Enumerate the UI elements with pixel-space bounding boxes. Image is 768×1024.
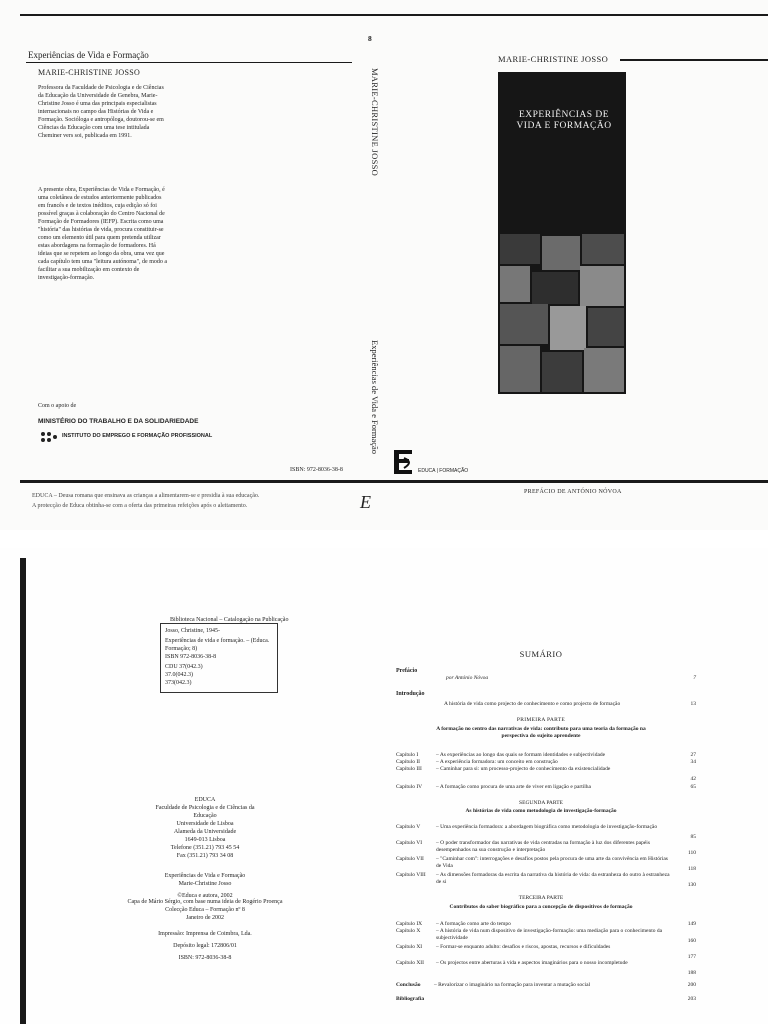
publisher-label: EDUCA | FORMAÇÃO	[418, 468, 469, 474]
cip-line: 37.0(042.3)	[165, 672, 193, 678]
spine-shadow	[20, 558, 26, 1024]
toc-entry-text: – A formação como procura de uma arte de viver em ligação e partilha	[436, 784, 592, 790]
toc-chapter-label: Capítulo X	[396, 928, 421, 934]
toc-entry-text: – As dimensões formadoras da escrita da narrativa da história de vida: da estranheza do outro à estranheza de si	[436, 872, 670, 885]
author-bio: Professora da Faculdade de Psicologia e de Ciências da Educação da Universidade de Genebra, Marie-Christine Josso é uma das principais especialistas internacionais no campo das Histórias de Vida e Formação. Socióloga e antropóloga, doutorou-se em Ciências da Educação com uma tese intitulada Cheminer vers soi, publicada em 1991.	[38, 85, 164, 139]
toc-entry-text: – Os projectos entre aberturas à vida e aspectos imaginários para o nosso incompletude	[436, 960, 628, 966]
toc-page-number: 65	[690, 784, 696, 790]
educa-monogram: E	[360, 492, 371, 512]
toc-page-number: 34	[690, 759, 696, 765]
toc-chapter-label: Capítulo II	[396, 759, 420, 765]
toc-row	[396, 766, 696, 782]
toc-entry-text: por António Nóvoa	[446, 675, 489, 681]
toc-entry-text: – Formar-se enquanto adulto: desafios e riscos, apostas, recursos e dificuldades	[436, 944, 611, 950]
toc-entry-text: – A formação como arte do tempo	[436, 921, 511, 927]
support-label: Com o apoio de	[38, 403, 77, 409]
toc-page-number: 149	[687, 921, 696, 927]
imprint-line: Janeiro de 2002	[186, 915, 224, 921]
toc-page-number: 160	[687, 938, 696, 944]
imprint-line: Telefone (351.21) 793 45 54	[170, 845, 240, 851]
isbn-back: ISBN: 972-8036-38-8	[290, 467, 343, 473]
toc-chapter-label: Capítulo IV	[396, 784, 423, 790]
toc-page-number: 13	[690, 701, 696, 707]
toc-row	[396, 872, 696, 888]
cover-photo-mosaic	[498, 232, 626, 394]
ministry-name: MINISTÉRIO DO TRABALHO E DA SOLIDARIEDADE	[38, 418, 199, 425]
inside-spread	[0, 548, 768, 1024]
toc-entry-text: – A experiência formadora: um conceito em construção	[436, 759, 558, 765]
toc-page-number: 188	[687, 970, 696, 976]
toc-entry-text: A história de vida como projecto de conhecimento e como projecto de formação	[444, 701, 621, 707]
toc-part-title: A formação no centro das narrativas de vida: contributo para uma teoria da formação na perspectiva do sujeito aprendente	[436, 726, 646, 739]
toc-chapter-label: Capítulo VII	[396, 856, 424, 862]
front-author: MARIE-CHRISTINE JOSSO	[498, 54, 609, 64]
preface-credit: PREFÁCIO DE ANTÓNIO NÓVOA	[524, 489, 622, 495]
institute-name: INSTITUTO DO EMPREGO E FORMAÇÃO PROFISSIONAL	[62, 433, 213, 439]
toc-chapter-label: Bibliografia	[396, 996, 425, 1002]
imprint-line: Depósito legal: 172806/01	[173, 943, 237, 949]
back-author-heading: MARIE-CHRISTINE JOSSO	[38, 68, 141, 77]
cip-box	[160, 623, 278, 693]
cip-line: CDU 37(042.3)	[165, 664, 203, 670]
educa-note-2: A protecção de Educa obtinha-se com a oferta das primeiras refeições após o aleitamento.	[32, 503, 248, 509]
toc-page-number: 42	[690, 776, 696, 782]
imprint-line: Experiências de Vida e Formação	[164, 873, 246, 879]
toc-entry-text: – As experiências ao longo das quais se formam identidades e subjectividade	[436, 752, 606, 758]
toc-page-number: 130	[687, 882, 696, 888]
cip-line: 373(042.3)	[165, 680, 192, 686]
imprint-line: Colecção Educa – Formação nº 8	[165, 907, 245, 913]
toc-part-heading: TERCEIRA PARTE	[518, 895, 564, 901]
imprint-line: Fax (351.21) 793 34 08	[176, 853, 234, 859]
toc-page-number: 110	[687, 850, 696, 856]
toc-row	[396, 856, 696, 872]
toc-page-number: 27	[690, 752, 696, 758]
toc-row	[396, 944, 696, 960]
toc-prefacio: Prefácio	[396, 668, 418, 674]
cip-line: Experiências de vida e formação. – (Educa. Formação; 8)	[165, 638, 270, 652]
toc-chapter-label: Capítulo I	[396, 752, 419, 758]
cip-line: ISBN 972-8036-38-8	[165, 654, 217, 660]
author-rule	[620, 59, 768, 61]
top-border	[20, 14, 768, 16]
table-of-contents	[386, 548, 696, 1024]
publisher-name: EDUCA	[194, 797, 216, 803]
cover-credits	[120, 898, 290, 962]
bottom-border	[20, 480, 768, 483]
toc-introducao: Introdução	[396, 691, 425, 697]
toc-chapter-label: Capítulo VI	[396, 840, 423, 846]
toc-page-number: 85	[690, 834, 696, 840]
cip-heading: Biblioteca Nacional – Catalogação na Publicação	[170, 617, 289, 623]
toc-chapter-label: Conclusão	[396, 982, 421, 988]
toc-row	[396, 824, 696, 840]
spine-author: MARIE-CHRISTINE JOSSO	[370, 68, 380, 177]
toc-row	[396, 840, 696, 856]
educa-note-1: EDUCA – Deusa romana que ensinava as crianças a alimentarem-se e presidia à sua educação.	[32, 493, 260, 499]
toc-page-number: 200	[687, 982, 696, 988]
toc-chapter-label: Capítulo VIII	[396, 872, 426, 878]
toc-entry-text: – Caminhar para si: um processo-projecto de conhecimento da existencialidade	[436, 766, 611, 772]
imprint-line: Universidade de Lisboa	[176, 821, 234, 827]
toc-page-number: 118	[687, 866, 696, 872]
toc-chapter-label: Capítulo III	[396, 766, 422, 772]
toc-prefacio-author	[446, 675, 696, 681]
toc-entry-text: – "Caminhar com": interrogações e desafios postos pela procura de uma arte da convivência em Histórias de Vida	[436, 856, 668, 869]
toc-entry-text: – A história de vida num dispositivo de investigação-formação: uma mediação para o conhecimento da subjectividade	[436, 928, 663, 941]
cover-title: EXPERIÊNCIAS DE VIDA E FORMAÇÃO	[516, 110, 612, 131]
toc-page-number: 177	[687, 954, 696, 960]
toc-row	[396, 759, 696, 766]
toc-row	[396, 784, 696, 791]
toc-part-title: As histórias de vida como metodologia de investigação-formação	[465, 808, 617, 814]
book-description: A presente obra, Experiências de Vida e Formação, é uma coletânea de estudos anteriormente publicados em francês e de textos inéditos, cuja edição só foi possível graças à colaboração do Centro Nacional de Formação de Formadores (IEFP). Escrita como uma "história" das histórias de vida, procura constituir-se como um elemento útil para quem pretenda utilizar estas abordagens na formação de formadores. Há ideias que se repetem ao longo da obra, uma vez que cada capítulo tem uma "leitura autónoma", de modo a facilitar a sua mobilização em contexto de investigação-formação.	[38, 187, 168, 281]
toc-title: SUMÁRIO	[519, 649, 563, 659]
toc-entry-text: – Revalorizar o imaginário na formação para inventar a mutação social	[434, 982, 591, 988]
iefp-logo	[40, 430, 58, 442]
toc-chapter-label: Capítulo IX	[396, 921, 423, 927]
imprint-line: Marie-Christine Josso	[178, 881, 232, 887]
cip-line: Josso, Christine, 1945-	[165, 628, 221, 634]
imprint-line: 1649-013 Lisboa	[184, 837, 226, 843]
spine-title: Experiências de Vida e Formação	[370, 340, 380, 455]
toc-row	[396, 752, 696, 759]
toc-entry-text: – Uma experiência formadora: a abordagem biográfica como metodologia de investigação-formação	[436, 824, 658, 830]
toc-row	[396, 960, 696, 976]
cover-image	[498, 72, 626, 394]
educa-logo	[392, 448, 414, 476]
toc-page-number: 7	[693, 675, 696, 681]
page-number: 8	[368, 34, 372, 43]
toc-row	[396, 921, 696, 928]
imprint-line: ©Educa e autora, 2002	[177, 893, 233, 899]
back-cover-header: Experiências de Vida e Formação	[28, 50, 149, 60]
toc-part-title: Contributos do saber biográfico para a concepção de dispositivos de formação	[449, 904, 633, 910]
imprint-line: Faculdade de Psicologia e de Ciências da Educação	[155, 805, 255, 819]
toc-page-number: 203	[687, 996, 696, 1002]
toc-row	[396, 982, 696, 989]
toc-intro-entry	[444, 701, 696, 707]
toc-part-heading: SEGUNDA PARTE	[519, 800, 563, 806]
toc-entry-text: – O poder transformador das narrativas de vida centradas na formação à luz dos diferentes papéis desempenhados na sua construção e interpretação	[436, 840, 650, 853]
toc-chapter-label: Capítulo XI	[396, 944, 423, 950]
imprint-block	[150, 796, 260, 900]
toc-chapter-label: Capítulo XII	[396, 960, 424, 966]
imprint-line: Capa de Mário Sérgio, com base numa ideia de Rogério Proença	[127, 899, 283, 905]
toc-chapter-label: Capítulo V	[396, 824, 421, 830]
toc-row	[396, 928, 696, 944]
imprint-line: Impressão: Imprensa de Coimbra, Lda.	[158, 931, 252, 937]
toc-part-heading: PRIMEIRA PARTE	[516, 717, 566, 723]
imprint-line: Alameda da Universidade	[173, 829, 237, 835]
toc-row	[396, 996, 696, 1003]
imprint-line: ISBN: 972-8036-38-8	[178, 955, 232, 961]
header-rule	[26, 62, 352, 63]
